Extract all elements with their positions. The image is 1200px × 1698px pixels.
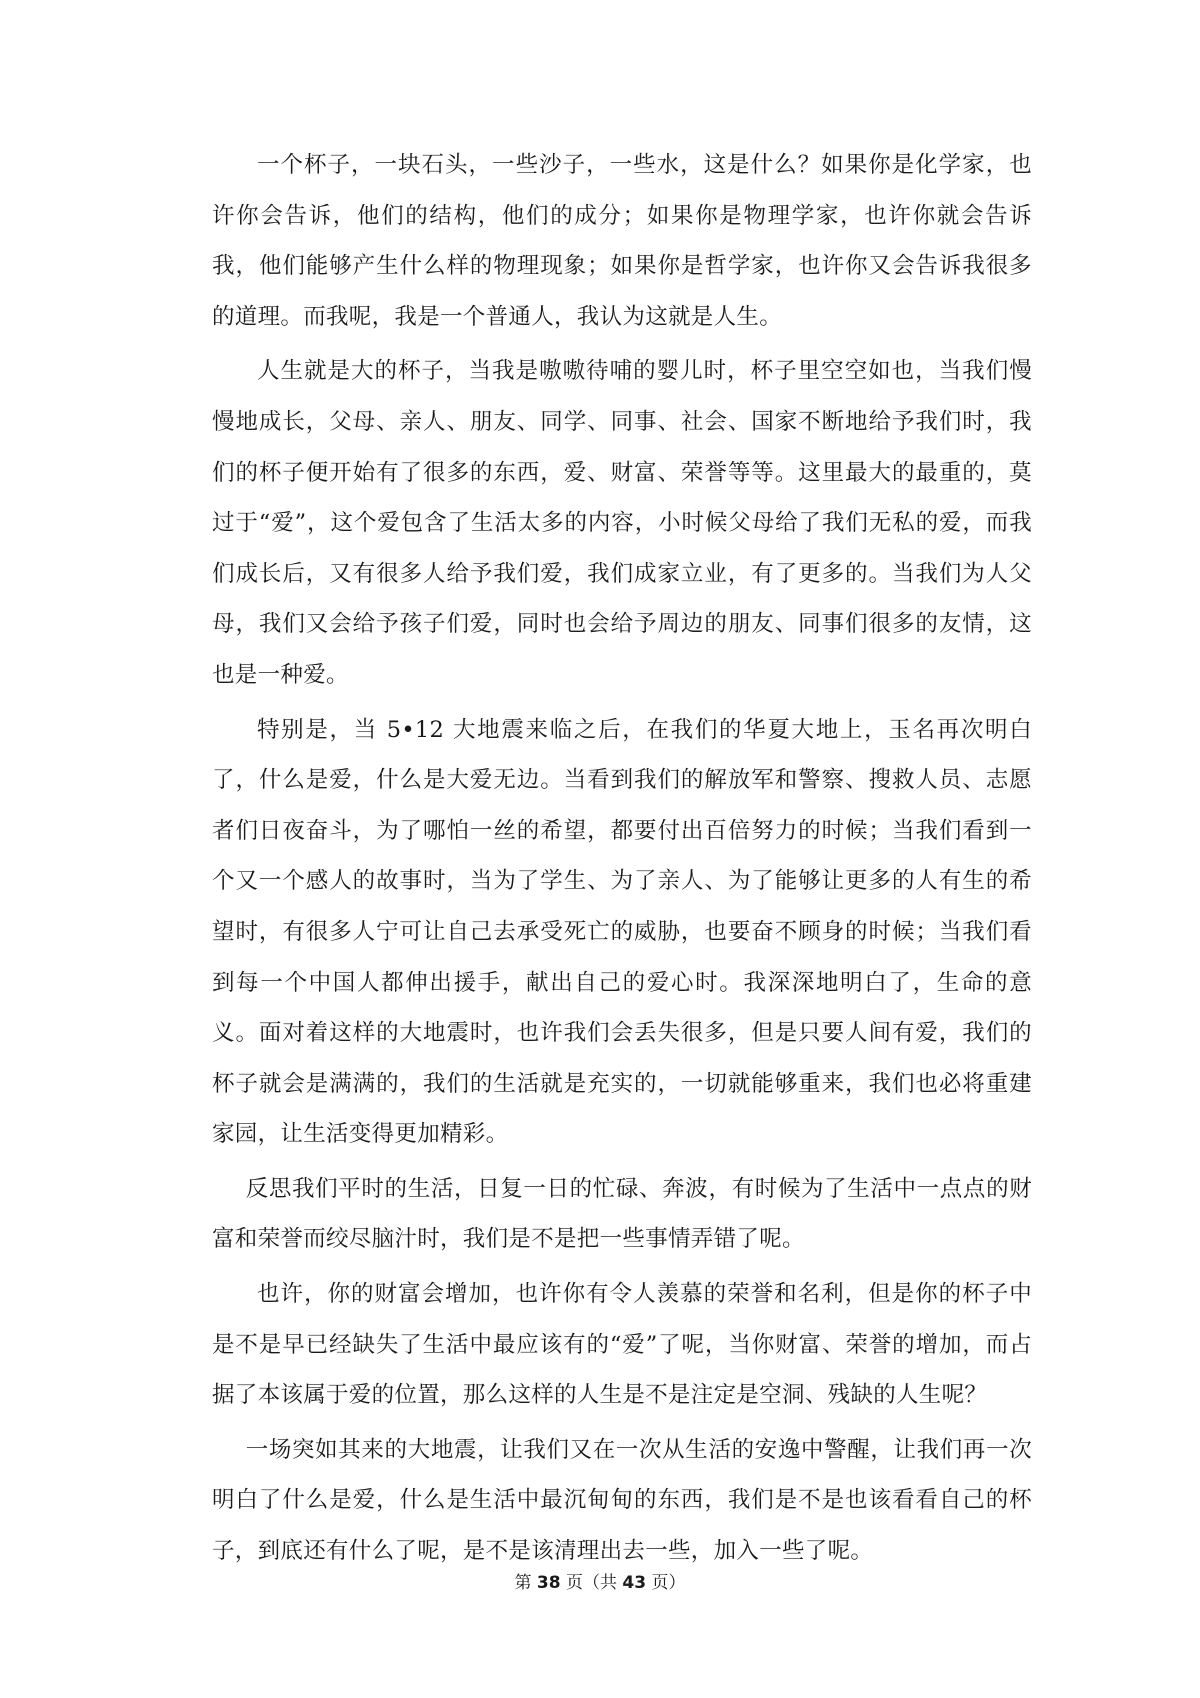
paragraph-3: 特别是，当 5•12 大地震来临之后，在我们的华夏大地上，玉名再次明白了，什么是爱，什么是大爱无边。当看到我们的解放军和警察、搜救人员、志愿者们日夜奋斗，为了哪怕一丝的希望，都要付出百倍努力的时候；当我们看到一个又一个感人的故事时，当为了学生、为了亲人、为了能够让更多的人有生的希望时，有很多人宁可让自己去承受死亡的威胁，也要奋不顾身的时候；当我们看到每一个中国人都伸出援手，献出自己的爱心时。我深深地明白了，生命的意义。面对着这样的大地震时，也许我们会丢失很多，但是只要人间有爱，我们的杯子就会是满满的，我们的生活就是充实的，一切就能够重来，我们也必将重建家园，让生活变得更加精彩。	[212, 716, 1032, 1148]
article-body	[212, 140, 1032, 1581]
paragraph-1: 一个杯子，一块石头，一些沙子，一些水，这是什么？如果你是化学家，也许你会告诉，他们的结构，他们的成分；如果你是物理学家，也许你就会告诉我，他们能够产生什么样的物理现象；如果你是哲学家，也许你又会告诉我很多的道理。而我呢，我是一个普通人，我认为这就是人生。	[212, 152, 1032, 330]
current-page-number: 38	[536, 1573, 561, 1593]
footer-suffix: 页）	[646, 1573, 686, 1593]
footer-middle: 页（共	[560, 1573, 623, 1593]
paragraph-6: 一场突如其来的大地震，让我们又在一次从生活的安逸中警醒，让我们再一次明白了什么是爱，什么是生活中最沉甸甸的东西，我们是不是也该看看自己的杯子，到底还有什么了呢，是不是该清理出去一些，加入一些了呢。	[212, 1436, 1032, 1565]
paragraph-5: 也许，你的财富会增加，也许你有令人羡慕的荣誉和名利，但是你的杯子中是不是早已经缺失了生活中最应该有的“爱”了呢，当你财富、荣誉的增加，而占据了本该属于爱的位置，那么这样的人生是不是注定是空洞、残缺的人生呢？	[212, 1281, 1032, 1409]
footer-prefix: 第	[514, 1573, 537, 1593]
page-footer	[0, 1568, 1200, 1593]
paragraph-4: 反思我们平时的生活，日复一日的忙碌、奔波，有时候为了生活中一点点的财富和荣誉而绞尽脑汁时，我们是不是把一些事情弄错了呢。	[212, 1175, 1032, 1253]
paragraph-2: 人生就是大的杯子，当我是嗷嗷待哺的婴儿时，杯子里空空如也，当我们慢慢地成长，父母、亲人、朋友、同学、同事、社会、国家不断地给予我们时，我们的杯子便开始有了很多的东西，爱、财富、荣誉等等。这里最大的最重的，莫过于“爱”，这个爱包含了生活太多的内容，小时候父母给了我们无私的爱，而我们成长后，又有很多人给予我们爱，我们成家立业，有了更多的。当我们为人父母，我们又会给予孩子们爱，同时也会给予周边的朋友、同事们很多的友情，这也是一种爱。	[212, 358, 1032, 688]
total-pages-number: 43	[622, 1573, 647, 1593]
